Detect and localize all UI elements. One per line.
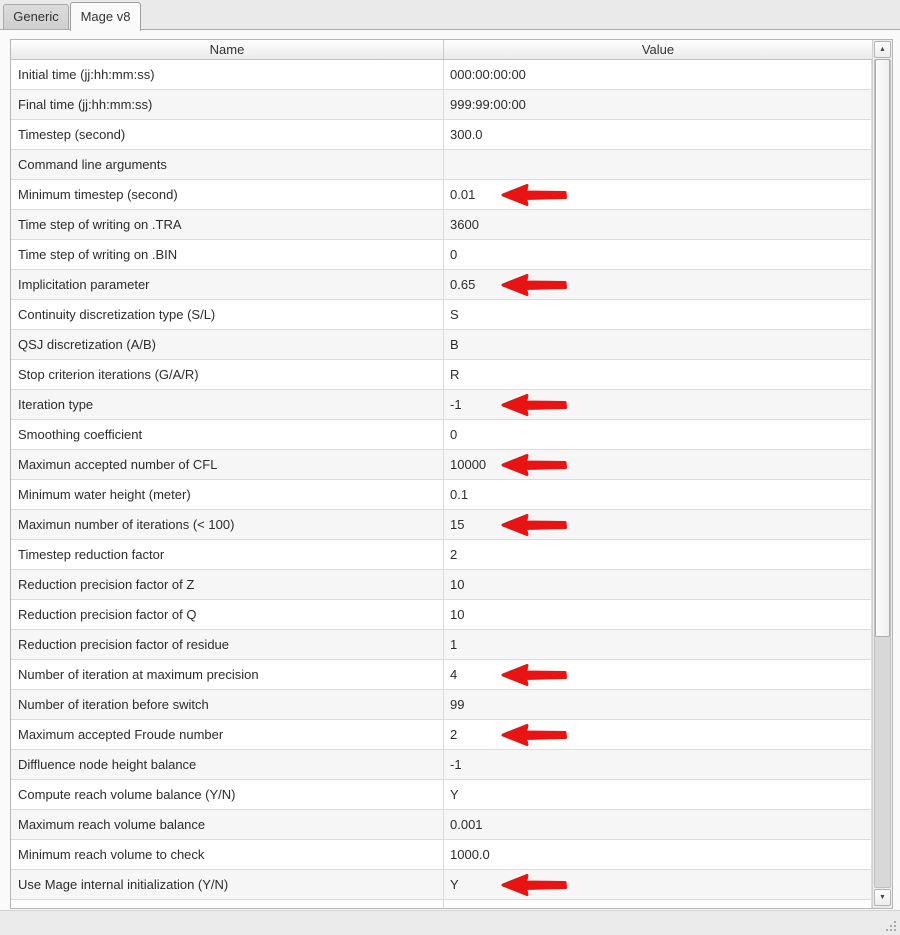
row-value [444, 450, 872, 480]
row-value-text: Y [450, 787, 459, 802]
row-value-text: Y [450, 877, 459, 892]
scroll-down-button[interactable] [874, 889, 891, 906]
row-value-text: R [450, 367, 460, 382]
row-value-text: 0.01 [450, 187, 476, 202]
row-value [444, 780, 872, 810]
row-name [11, 900, 444, 908]
table-row[interactable] [11, 450, 872, 480]
row-value-text: 1 [450, 637, 458, 652]
table-row[interactable] [11, 600, 872, 630]
row-name: Time step of writing on .TRA [11, 210, 444, 240]
row-name: Diffluence node height balance [11, 750, 444, 780]
row-name: Timestep reduction factor [11, 540, 444, 570]
scroll-up-button[interactable] [874, 41, 891, 58]
scrollbar-thumb[interactable] [875, 59, 890, 637]
table-row[interactable] [11, 120, 872, 150]
red-arrow-icon [501, 724, 569, 746]
column-header-name[interactable]: Name [11, 40, 444, 60]
row-name: Reduction precision factor of Q [11, 600, 444, 630]
table-row[interactable] [11, 900, 872, 908]
row-value [444, 510, 872, 540]
row-value [444, 180, 872, 210]
red-arrow-icon [501, 664, 569, 686]
table-header [11, 40, 872, 60]
table-row[interactable] [11, 720, 872, 750]
table-row[interactable] [11, 360, 872, 390]
row-value [444, 630, 872, 660]
row-name: Compute reach volume balance (Y/N) [11, 780, 444, 810]
row-value-text: 4 [450, 667, 458, 682]
row-value [444, 390, 872, 420]
red-arrow-icon [501, 274, 569, 296]
row-value [444, 120, 872, 150]
table-row[interactable] [11, 510, 872, 540]
table-row[interactable] [11, 210, 872, 240]
row-name: Number of iteration at maximum precision [11, 660, 444, 690]
triangle-down-icon: ▼ [879, 894, 886, 901]
row-name: Time step of writing on .BIN [11, 240, 444, 270]
row-value-text: 0.1 [450, 487, 469, 502]
row-value-text: 999:99:00:00 [450, 97, 526, 112]
row-value [444, 750, 872, 780]
row-value-text: 2 [450, 727, 458, 742]
row-value-text: 10 [450, 607, 465, 622]
row-value-text: -1 [450, 397, 462, 412]
row-value-text: 0 [450, 247, 458, 262]
parameters-table [10, 39, 893, 909]
scrollbar-track[interactable] [874, 59, 891, 888]
table-row[interactable] [11, 300, 872, 330]
table-row[interactable] [11, 390, 872, 420]
table-row[interactable] [11, 810, 872, 840]
row-value [444, 360, 872, 390]
row-name: Continuity discretization type (S/L) [11, 300, 444, 330]
row-name: Stop criterion iterations (G/A/R) [11, 360, 444, 390]
row-value [444, 420, 872, 450]
row-value-text: 0 [450, 427, 458, 442]
row-value [444, 900, 872, 908]
row-name: Maximun accepted number of CFL [11, 450, 444, 480]
table-row[interactable] [11, 480, 872, 510]
row-name: Initial time (jj:hh:mm:ss) [11, 60, 444, 90]
row-name: Timestep (second) [11, 120, 444, 150]
row-value-text: B [450, 337, 459, 352]
row-name: Maximun number of iterations (< 100) [11, 510, 444, 540]
tab-bar [0, 0, 900, 30]
row-name: Final time (jj:hh:mm:ss) [11, 90, 444, 120]
row-value [444, 150, 872, 180]
row-value-text: 2 [450, 547, 458, 562]
row-name: Maximum reach volume balance [11, 810, 444, 840]
row-value [444, 690, 872, 720]
status-bar [0, 910, 900, 935]
row-value [444, 330, 872, 360]
table-row[interactable] [11, 180, 872, 210]
row-name: Minimum timestep (second) [11, 180, 444, 210]
vertical-scrollbar[interactable] [872, 40, 892, 908]
row-value-text: 300.0 [450, 127, 483, 142]
row-value [444, 90, 872, 120]
red-arrow-icon [501, 514, 569, 536]
row-value-text: 10 [450, 577, 465, 592]
row-value [444, 270, 872, 300]
row-value-text: 1000.0 [450, 847, 490, 862]
row-value [444, 600, 872, 630]
table-row[interactable] [11, 570, 872, 600]
table-row[interactable] [11, 150, 872, 180]
row-value-text: -1 [450, 757, 462, 772]
table-row[interactable] [11, 660, 872, 690]
tab-generic[interactable]: Generic [3, 4, 69, 29]
red-arrow-icon [501, 874, 569, 896]
table-row[interactable] [11, 270, 872, 300]
row-name: Implicitation parameter [11, 270, 444, 300]
row-name: Reduction precision factor of residue [11, 630, 444, 660]
row-value-text: 10000 [450, 457, 487, 472]
row-value [444, 720, 872, 750]
row-value [444, 210, 872, 240]
red-arrow-icon [501, 184, 569, 206]
row-value-text: 3600 [450, 217, 479, 232]
row-value [444, 60, 872, 90]
table-body [11, 60, 872, 908]
row-value-text: 0.65 [450, 277, 476, 292]
table-row[interactable] [11, 420, 872, 450]
row-name: Minimum reach volume to check [11, 840, 444, 870]
row-value [444, 870, 872, 900]
table-row[interactable] [11, 330, 872, 360]
row-name: Maximum accepted Froude number [11, 720, 444, 750]
table-row[interactable] [11, 870, 872, 900]
row-value-text: 15 [450, 517, 465, 532]
row-name: Smoothing coefficient [11, 420, 444, 450]
row-name: Minimum water height (meter) [11, 480, 444, 510]
red-arrow-icon [501, 454, 569, 476]
row-value-text: 0.001 [450, 817, 483, 832]
row-value-text: S [450, 307, 459, 322]
tab-mage-v8[interactable]: Mage v8 [70, 2, 141, 31]
row-name: QSJ discretization (A/B) [11, 330, 444, 360]
resize-grip-icon[interactable] [884, 919, 898, 933]
row-value [444, 660, 872, 690]
row-name: Iteration type [11, 390, 444, 420]
row-value-text: 000:00:00:00 [450, 67, 526, 82]
row-value [444, 570, 872, 600]
table-row[interactable] [11, 630, 872, 660]
row-name: Number of iteration before switch [11, 690, 444, 720]
row-value [444, 480, 872, 510]
row-name: Use Mage internal initialization (Y/N) [11, 870, 444, 900]
row-name: Command line arguments [11, 150, 444, 180]
row-name: Reduction precision factor of Z [11, 570, 444, 600]
table-row[interactable] [11, 90, 872, 120]
row-value [444, 810, 872, 840]
table-row[interactable] [11, 750, 872, 780]
table-row[interactable] [11, 690, 872, 720]
row-value [444, 300, 872, 330]
table-row[interactable] [11, 240, 872, 270]
notebook-page [0, 29, 900, 910]
row-value [444, 840, 872, 870]
column-header-value[interactable]: Value [444, 40, 872, 60]
row-value [444, 240, 872, 270]
table-row[interactable] [11, 840, 872, 870]
table-row[interactable] [11, 540, 872, 570]
table-row[interactable] [11, 60, 872, 90]
row-value [444, 540, 872, 570]
triangle-up-icon: ▲ [879, 46, 886, 53]
row-value-text: 99 [450, 697, 465, 712]
red-arrow-icon [501, 394, 569, 416]
table-row[interactable] [11, 780, 872, 810]
